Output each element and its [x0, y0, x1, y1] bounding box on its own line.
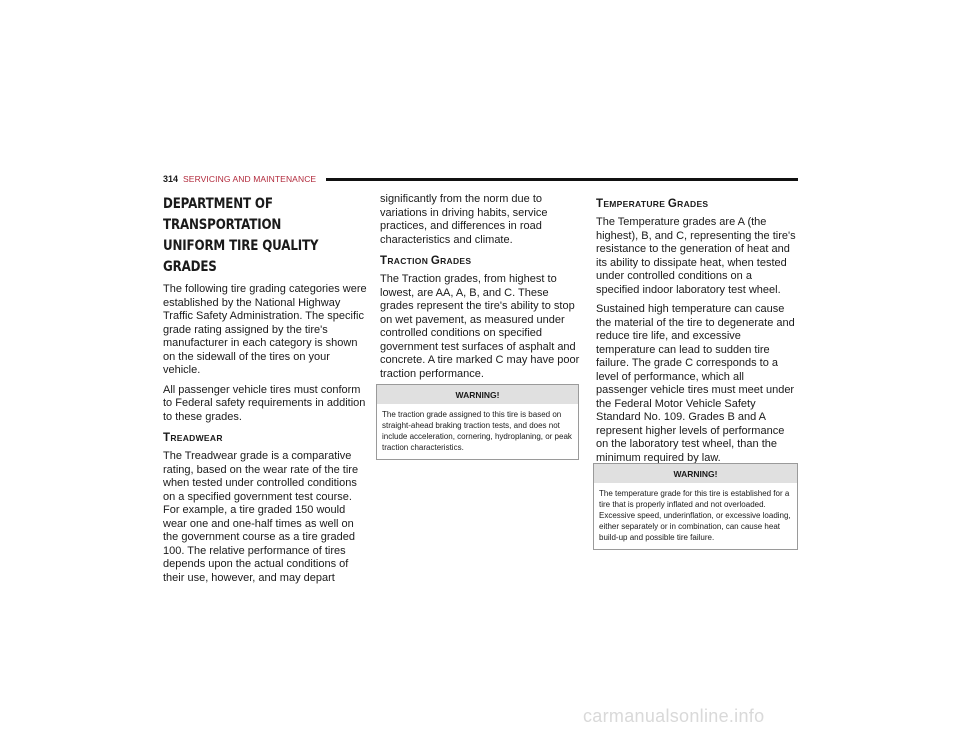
page-title: [163, 194, 364, 278]
intro-paragraph-2: All passenger vehicle tires must conform to Federal safety requirements in addition to these grades.: [163, 383, 366, 423]
column-left: [163, 194, 368, 591]
treadwear-heading: TREADWEAR: [163, 432, 223, 444]
treadwear-paragraph-continued: significantly from the norm due to variations in driving habits, service practices, and differences in road characteristics and climate.: [380, 193, 548, 246]
traction-paragraph: The Traction grades, from highest to lowest, are AA, A, B, and C. These grades represent the tire's ability to stop on wet pavement, as measured under controlled conditions on specified government test surfaces of asphalt and concrete. A tire marked C may have poor traction performance.: [380, 273, 580, 380]
title-line-2: UNIFORM TIRE QUALITY GRADES: [163, 238, 319, 275]
intro-paragraph-1: The following tire grading categories were established by the National Highway Traffic Safety Administration. The specific grade rating assigned by the tire's manufacturer in each category is shown on the sidewall of the tires on your vehicle.: [163, 283, 367, 376]
column-right: [596, 194, 798, 471]
traction-heading: TRACTION GRADES: [380, 255, 472, 267]
temperature-paragraph-1: The Temperature grades are A (the highest), B, and C, representing the tire's resistance to the generation of heat and its ability to dissipate heat, when tested under controlled conditions on a specified indoor laboratory test wheel.: [596, 216, 796, 296]
temperature-paragraph-2: Sustained high temperature can cause the material of the tire to degenerate and reduce tire life, and excessive temperature can lead to sudden tire failure. The grade C corresponds to a level of performance, which all passenger vehicle tires must meet under the Federal Motor Vehicle Safety Standard No. 109. Grades B and A represent higher levels of performance on the laboratory test wheel, than the minimum required by law.: [596, 303, 795, 464]
title-line-1: DEPARTMENT OF TRANSPORTATION: [163, 196, 282, 233]
page-header: [163, 172, 798, 186]
watermark: carmanualsonline.info: [583, 706, 765, 726]
warning-text: The traction grade assigned to this tire is based on straight-ahead braking traction tests, and does not include acceleration, cornering, hydroplaning, or peak traction characteristics.: [382, 410, 572, 452]
warning-title: WARNING!: [594, 464, 797, 483]
section-name: SERVICING AND MAINTENANCE: [183, 174, 317, 184]
treadwear-paragraph: The Treadwear grade is a comparative rating, based on the wear rate of the tire when tested under controlled conditions on a specified government test course. For example, a tire graded 150 would wear one and one-half times as well on the government course as a tire graded 100. The relative performance of tires depends upon the actual conditions of their use, however, and may depart: [163, 450, 359, 584]
warning-text: The temperature grade for this tire is established for a tire that is properly inflated and not overloaded. Excessive speed, underinflation, or excessive loading, either separately or in combination, can cause heat build-up and possible tire failure.: [599, 489, 791, 542]
column-middle: [380, 193, 585, 387]
page-number: 314: [163, 174, 179, 184]
header-rule: [326, 178, 798, 181]
warning-title: WARNING!: [377, 385, 578, 404]
traction-warning-box: [376, 384, 579, 460]
temperature-warning-box: [593, 463, 798, 550]
temperature-heading: TEMPERATURE GRADES: [596, 198, 709, 210]
